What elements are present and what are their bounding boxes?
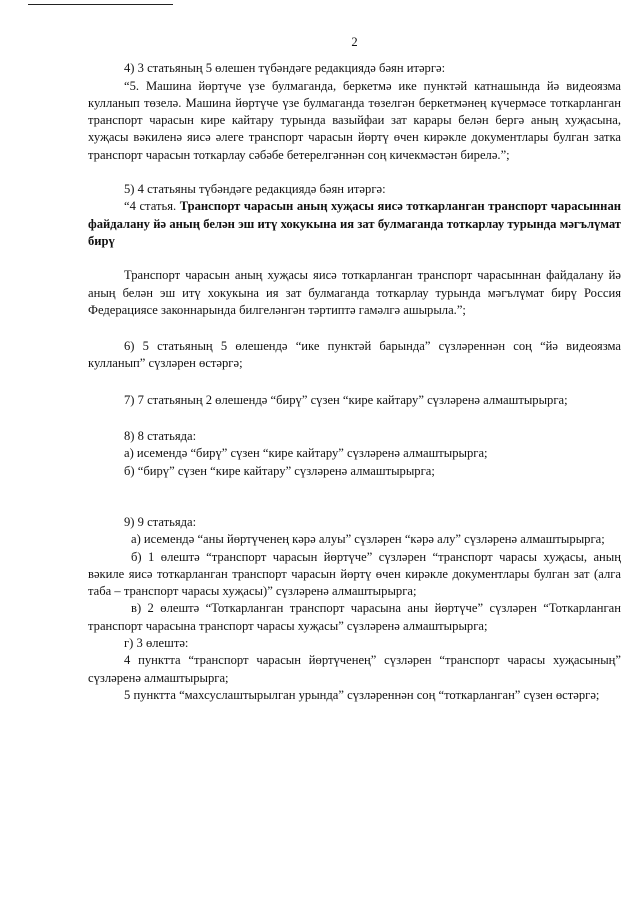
paragraph-6: 6) 5 статьяның 5 өлешендә “ике пунктәй барында” сүзләреннән соң “йә видеоязма кулланып” сүзләрен өстәргә; (88, 339, 621, 371)
paragraph-14: в) 2 өлештә “Тоткарланган транспорт чарасына аны йөртүче” сүзләрен “Тоткарланган транспорт чарасына транспорт чарасы хуҗасы” сүзләренә алмаштырырга; (88, 601, 621, 633)
paragraph-16: 4 пунктта “транспорт чарасын йөртүченең” сүзләрен “транспорт чарасы хуҗасының” сүзләренә алмаштырырга; (88, 653, 621, 685)
paragraph-13: б) 1 өлештә “транспорт чарасын йөртүче” сүзләрен “транспорт чарасы хуҗасы, аның вәкиле яисә тоткарланган транспорт чарасын йөртү өчен кирәкле документлары булган зат (алга таба – транспорт чарасы хуҗасы)” сүзләренә алмаштырырга; (88, 549, 621, 599)
paragraph-2: “5. Машина йөртүче үзе булмаганда, беркетмә ике пунктәй катнашында йә видеоязма кулланып төзелә. Машина йөртүче үзе булмаганда төзелгән беркетмәнең күчермәсе тоткарланган транспорт чарасын кире кайтару турында вазыйфаи зат карары белән бергә аның хуҗасына, хуҗасы вәкиленә яисә әлеге транспорт чарасын йөртү өчен кирәкле документлары булган затка транспорт чарасын тоткарлау сәбәбе бетерелгәннән соң кичекмәстән бирелә.”; (88, 78, 621, 162)
paragraph-9: а) исемендә “бирү” сүзен “кире кайтару” сүзләренә алмаштырырга; (124, 446, 488, 461)
paragraph-4 (88, 198, 621, 250)
paragraph-15: г) 3 өлештә: (124, 636, 189, 651)
paragraph-1: 4) 3 статьяның 5 өлешен түбәндәге редакциядә бәян итәргә: (124, 61, 446, 76)
header-rule (28, 4, 173, 5)
paragraph-10: б) “бирү” сүзен “кире кайтару” сүзләренә алмаштырырга; (124, 463, 435, 478)
paragraph-3: 5) 4 статьяны түбәндәге редакциядә бәян итәргә: (124, 182, 386, 197)
document-page (88, 34, 621, 704)
paragraph-7: 7) 7 статьяның 2 өлешендә “бирү” сүзен “кире кайтару” сүзләренә алмаштырырга; (124, 392, 568, 407)
paragraph-12: а) исемендә “аны йөртүченең кәрә алуы” сүзләрен “кәрә алу” сүзләренә алмаштырырга; (131, 532, 605, 547)
article-heading-title: Транспорт чарасын аның хуҗасы яисә тоткарланган транспорт чарасыннан файдалану йә аның белән эш итү хокукына ия зат булмаганда тоткарлау турында мәгълүмат бирү (88, 199, 621, 248)
document-body (88, 60, 621, 704)
paragraph-5: Транспорт чарасын аның хуҗасы яисә тоткарланган транспорт чарасыннан файдалану йә аның белән эш итү хокукына ия зат булмаганда тоткарлау турында мәгълүмат бирү Россия Федерациясе законнарында билгеләнгән тәртиптә гамәлгә ашырыла.”; (88, 268, 621, 317)
paragraph-8: 8) 8 статьяда: (124, 429, 197, 444)
paragraph-11: 9) 9 статьяда: (124, 514, 197, 529)
paragraph-17: 5 пунктта “махсуслаштырылган урында” сүзләреннән соң “тоткарланган” сүзен өстәргә; (124, 687, 600, 702)
article-heading-prefix: “4 статья. (124, 199, 180, 214)
page-number: 2 (351, 35, 358, 49)
